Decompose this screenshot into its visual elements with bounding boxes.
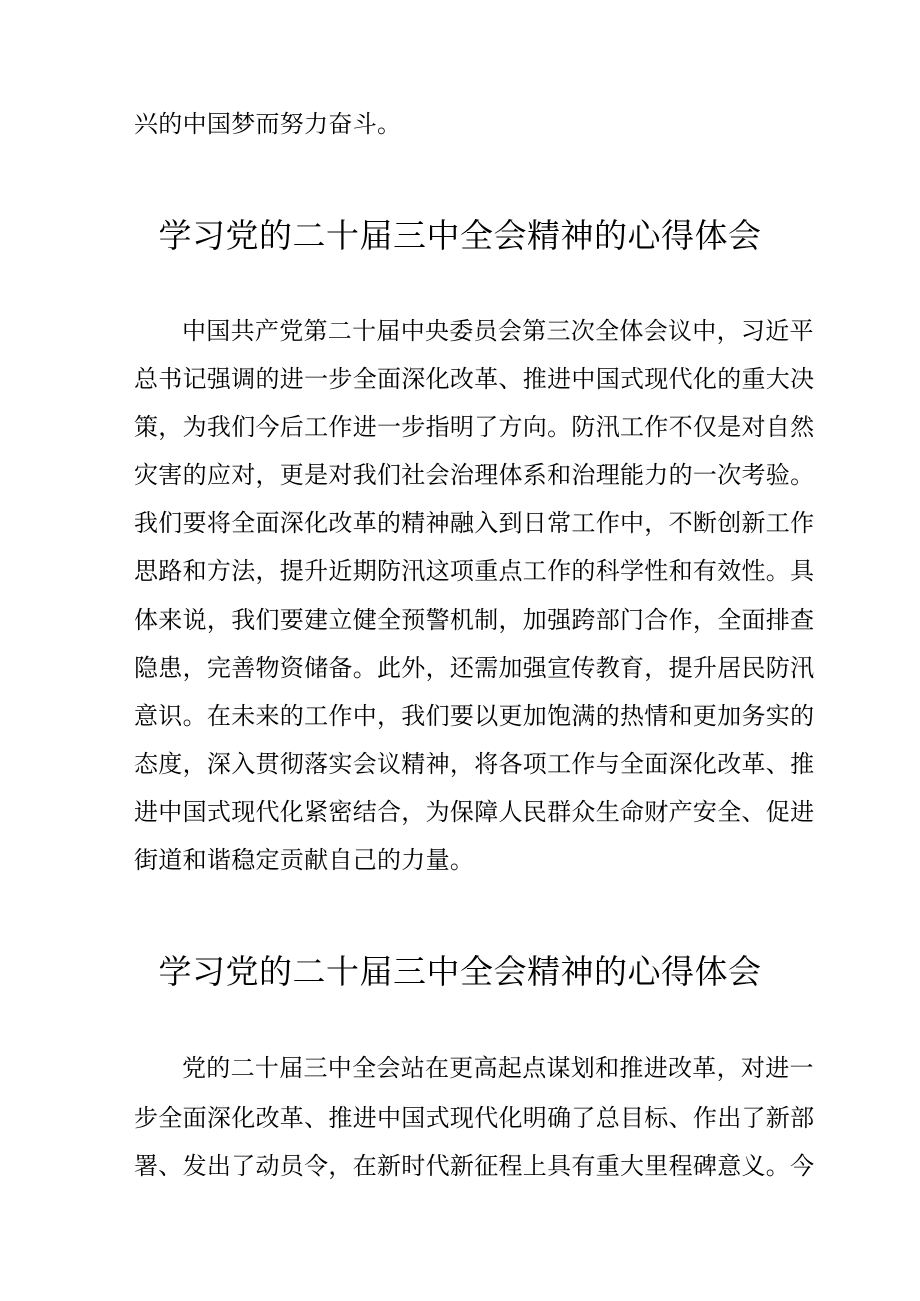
paragraph-line: 进中国式现代化紧密结合，为保障人民群众生命财产安全、促进 (134, 798, 815, 826)
paragraph-line: 隐患，完善物资储备。此外，还需加强宣传教育，提升居民防汛 (134, 654, 815, 682)
paragraph-line: 党的二十届三中全会站在更高起点谋划和推进改革，对进一 (182, 1054, 814, 1082)
paragraph-line: 体来说，我们要建立健全预警机制，加强跨部门合作，全面排查 (134, 606, 815, 634)
paragraph-line: 中国共产党第二十届中央委员会第三次全体会议中，习近平 (182, 317, 814, 345)
paragraph-line: 署、发出了动员令，在新时代新征程上具有重大里程碑意义。今 (134, 1152, 815, 1180)
section-2-title: 学习党的二十届三中全会精神的心得体会 (158, 952, 762, 991)
paragraph-line: 思路和方法，提升近期防汛这项重点工作的科学性和有效性。具 (134, 557, 815, 585)
paragraph-line: 意识。在未来的工作中，我们要以更加饱满的热情和更加务实的 (134, 702, 815, 730)
paragraph-line: 总书记强调的进一步全面深化改革、推进中国式现代化的重大决 (134, 365, 815, 393)
paragraph-line: 策，为我们今后工作进一步指明了方向。防汛工作不仅是对自然 (134, 413, 815, 441)
section-1-title: 学习党的二十届三中全会精神的心得体会 (158, 216, 762, 255)
paragraph-line: 态度，深入贯彻落实会议精神，将各项工作与全面深化改革、推 (134, 750, 815, 778)
paragraph-line: 我们要将全面深化改革的精神融入到日常工作中，不断创新工作 (134, 509, 815, 537)
paragraph-line: 灾害的应对，更是对我们社会治理体系和治理能力的一次考验。 (134, 461, 815, 489)
paragraph-line: 步全面深化改革、推进中国式现代化明确了总目标、作出了新部 (134, 1104, 815, 1132)
continued-paragraph-fragment: 兴的中国梦而努力奋斗。 (134, 110, 402, 138)
paragraph-line: 街道和谐稳定贡献自己的力量。 (134, 846, 475, 874)
